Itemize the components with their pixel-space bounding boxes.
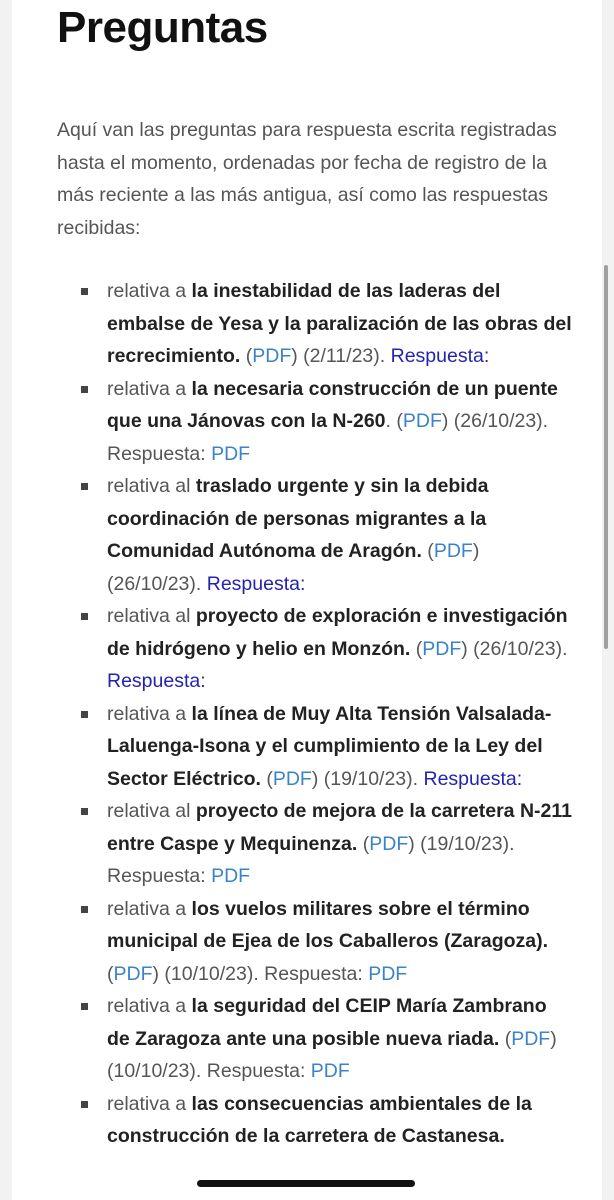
bullet-icon — [81, 1101, 88, 1108]
question-pdf-link[interactable]: PDF — [402, 410, 442, 432]
question-topic: la inestabilidad de las laderas del embalse de Yesa y la paralización de las obras del recrecimiento. — [107, 280, 572, 367]
question-prefix: relativa a — [107, 1092, 192, 1115]
bullet-icon — [81, 386, 88, 393]
answer-pdf-link[interactable]: PDF — [310, 1060, 350, 1082]
bullet-icon — [81, 613, 88, 620]
list-item: relativa a los vuelos militares sobre el término municipal de Ejea de los Caballeros (Zaragoza). (PDF) (10/10/23). Respuesta: PDF — [12, 893, 572, 991]
question-pdf-link[interactable]: PDF — [113, 962, 153, 985]
list-item: relativa a la línea de Muy Alta Tensión Valsalada-Laluenga-Isona y el cumplimiento de la Ley del Sector Eléctrico. (PDF) (19/10/23). Respuesta: — [12, 698, 572, 796]
list-item — [12, 1088, 572, 1153]
question-prefix: relativa a — [107, 995, 192, 1017]
question-pdf-link[interactable]: PDF — [511, 1027, 551, 1050]
answer-label: Respuesta: — [107, 865, 212, 887]
answer-link[interactable]: Respuesta: — [423, 767, 523, 790]
question-topic: las consecuencias ambientales de la construcción de la carretera de Castanesa. — [107, 1092, 532, 1147]
answer-link[interactable]: Respuesta: — [390, 345, 490, 367]
questions-list — [12, 275, 572, 1153]
question-date: (10/10/23). — [164, 962, 259, 985]
question-pdf-link[interactable]: PDF — [252, 345, 292, 367]
answer-pdf-link[interactable]: PDF — [211, 442, 251, 465]
question-prefix: relativa al — [107, 475, 196, 497]
question-topic: la necesaria construcción de un puente que una Jánovas con la N-260 — [107, 377, 558, 432]
question-prefix: relativa a — [107, 280, 192, 302]
bullet-icon — [81, 1003, 88, 1010]
bullet-icon — [81, 483, 88, 490]
question-topic: los vuelos militares sobre el término municipal de Ejea de los Caballeros (Zaragoza). — [107, 897, 549, 952]
list-item: relativa al proyecto de mejora de la carretera N-211 entre Caspe y Mequinenza. (PDF) (19/10/23). Respuesta: PDF — [12, 795, 572, 893]
question-topic: proyecto de mejora de la carretera N-211 entre Caspe y Mequinenza. — [107, 800, 572, 855]
article-page — [12, 0, 602, 1200]
question-date: (19/10/23). — [420, 832, 515, 855]
question-topic: la seguridad del CEIP María Zambrano de Zaragoza ante una posible nueva riada. — [107, 995, 547, 1050]
bullet-icon — [81, 711, 88, 718]
question-prefix: relativa al — [107, 605, 196, 627]
bullet-icon — [81, 808, 88, 815]
question-prefix: relativa a — [107, 377, 192, 400]
answer-link[interactable]: Respuesta: — [107, 670, 206, 692]
list-item: relativa a la necesaria construcción de un puente que una Jánovas con la N-260. (PDF) (26/10/23). Respuesta: PDF — [12, 373, 572, 471]
answer-pdf-link[interactable]: PDF — [368, 962, 408, 985]
question-prefix: relativa a — [107, 897, 192, 920]
list-item: relativa a la inestabilidad de las laderas del embalse de Yesa y la paralización de las obras del recrecimiento. (PDF) (2/11/23). Respuesta: — [12, 275, 572, 373]
question-pdf-link[interactable]: PDF — [369, 832, 409, 855]
list-item: relativa a la seguridad del CEIP María Zambrano de Zaragoza ante una posible nueva riada. (PDF) (10/10/23). Respuesta: PDF — [12, 990, 572, 1088]
question-date: (26/10/23). — [107, 572, 202, 595]
question-prefix: relativa al — [107, 800, 196, 822]
answer-label: Respuesta: — [107, 442, 212, 465]
bullet-icon — [81, 906, 88, 913]
question-date: (2/11/23). — [303, 345, 386, 367]
page-title: Preguntas — [57, 3, 268, 52]
question-topic: traslado urgente y sin la debida coordinación de personas migrantes a la Comunidad Autónoma de Aragón. — [107, 475, 489, 562]
list-item: relativa al proyecto de exploración e investigación de hidrógeno y helio en Monzón. (PDF) (26/10/23). Respuesta: — [12, 600, 572, 698]
home-indicator[interactable] — [197, 1180, 415, 1187]
question-date: (10/10/23). — [107, 1060, 202, 1082]
question-pdf-link[interactable]: PDF — [433, 540, 473, 562]
question-date: (26/10/23). — [473, 637, 568, 660]
list-item: relativa al traslado urgente y sin la debida coordinación de personas migrantes a la Comunidad Autónoma de Aragón. (PDF) (26/10/23). Respuesta: — [12, 470, 572, 600]
question-pdf-link[interactable]: PDF — [272, 767, 312, 790]
answer-label: Respuesta: — [206, 1060, 311, 1082]
scrollbar[interactable] — [604, 265, 608, 649]
question-date: (26/10/23). — [453, 410, 549, 432]
question-topic: proyecto de exploración e investigación de hidrógeno y helio en Monzón. — [107, 605, 568, 660]
answer-label: Respuesta: — [264, 962, 369, 985]
question-date: (19/10/23). — [323, 767, 419, 790]
question-topic: la línea de Muy Alta Tensión Valsalada-Laluenga-Isona y el cumplimiento de la Ley del Sector Eléctrico. — [107, 702, 552, 790]
intro-paragraph: Aquí van las preguntas para respuesta escrita registradas hasta el momento, ordenadas por fecha de registro de la más reciente a las más antigua, así como las respuestas recibidas: — [57, 119, 557, 239]
question-prefix: relativa a — [107, 702, 192, 725]
question-pdf-link[interactable]: PDF — [422, 637, 462, 660]
answer-pdf-link[interactable]: PDF — [211, 865, 251, 887]
answer-link[interactable]: Respuesta: — [206, 572, 306, 595]
bullet-icon — [81, 288, 88, 295]
